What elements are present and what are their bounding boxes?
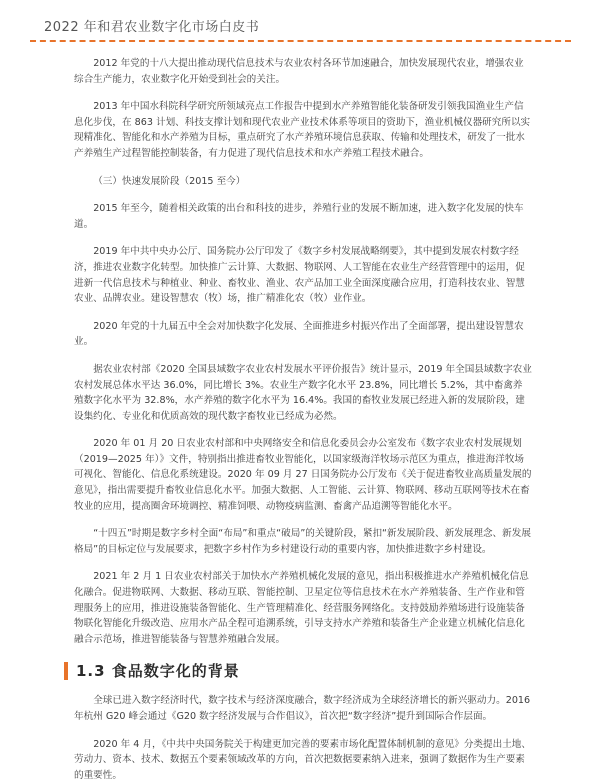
spacer (74, 162, 532, 174)
paragraph-2020-plan: 2020 年 01 月 20 日农业农村部和中央网络安全和信息化委员会办公室发布《数字农业农村发展规划（2019—2025 年）》文件，特别指出推进畜牧业智能化，以国家级海洋牧场示范区为重点，推进海洋牧场可视化、智能化、信息化系统建设。2020 年 09 月 27 日国务院办公厅发布《关于促进畜牧业高质量发展的意见》，指出需要提升畜牧业信息化水平。加强大数据、人工智能、云计算、物联网、移动互联网等技术在畜牧业的应用，提高圈舍环境调控、精准饲喂、动物疫病监测、畜禽产品追溯等智能化水平。 (74, 438, 532, 512)
spacer (74, 725, 532, 737)
paragraph-2020-plenum: 2020 年党的十九届五中全会对加快数字化发展、全面推进乡村振兴作出了全面部署，提出建设智慧农业。 (74, 320, 524, 348)
spacer (74, 189, 532, 201)
header-title: 2022 年和君农业数字化市场白皮书 (44, 20, 260, 35)
paragraph-2015: 2015 年至今，随着相关政策的出台和科技的进步，养殖行业的发展不断加速，进入数字化发展的快车道。 (74, 203, 524, 230)
header-divider (30, 40, 571, 42)
paragraph-2021: 2021 年 2 月 1 日农业农村部关于加快水产养殖机械化发展的意见，指出积极推进水产养殖机械化信息化融合。促进物联网、大数据、移动互联、智能控制、卫星定位等信息技术在水产养殖装备、生产作业和管理服务上的应用，推进设施装备智能化、生产管理精准化、经营服务网络化。支持鼓励养殖场进行设施装备物联化智能化升级改造、应用水产品全程可追溯系统，引导支持水产养殖和装备生产企业建立机械化信息化融合示范场，推进智能装备与智慧养殖融合发展。 (74, 571, 529, 645)
section-title: 1.3 食品数字化的背景 (76, 662, 240, 681)
spacer (74, 307, 532, 319)
page-header (30, 0, 571, 48)
spacer (74, 350, 532, 362)
spacer (74, 87, 532, 99)
paragraph-2020-april: 2020 年 4 月，《中共中央国务院关于构建更加完善的要素市场化配置体制机制的意见》分类提出土地、劳动力、资本、技术、数据五个要素领域改革的方向，首次把数据要素纳入进来，强调了数据作为生产要素的重要性。 (74, 738, 531, 781)
subsection-heading: （三）快速发展阶段（2015 至今） (93, 175, 246, 187)
paragraph-2020-report: 据农业农村部《2020 全国县域数字农业农村发展水平评价报告》统计显示，2019 年全国县域数字农业农村发展总体水平达 36.0%，同比增长 3%。农业生产数字化水平 23.8%，同比增长 5.2%，其中畜禽养殖数字化水平为 32.8%，水产养殖的数字化水平为 16.4%。我国的畜牧业发展已经进入新的发展阶段，建设集约化、专业化和优质高效的现代数字畜牧业已经成为必然。 (74, 363, 532, 422)
paragraph-digital-economy: 全球已进入数字经济时代，数字技术与经济深度融合，数字经济成为全球经济增长的新兴驱动力。2016 年杭州 G20 峰会通过《G20 数字经济发展与合作倡议》，首次把“数字经济”提升到国际合作层面。 (74, 695, 531, 722)
spacer (74, 514, 532, 526)
paragraph-2012: 2012 年党的十八大提出推动现代信息技术与农业农村各环节加速融合，加快发展现代农业，增强农业综合生产能力，农业数字化开始受到社会的关注。 (74, 58, 524, 85)
spacer (74, 424, 532, 436)
spacer (74, 557, 532, 569)
section-accent-bar (64, 662, 68, 680)
paragraph-14th-five-year: “十四五”时期是数字乡村全面“布局”和重点“破局”的关键阶段，紧扣“新发展阶段、新发展理念、新发展格局”的目标定位与发展要求，把数字乡村作为乡村建设行动的重要内容，加快推进数字乡村建设。 (74, 528, 531, 555)
paragraph-2013: 2013 年中国水科院科学研究所领域亮点工作报告中提到水产养殖智能化装备研发引领我国渔业生产信息化步伐，在 863 计划、科技支撑计划和现代农业产业技术体系等项目的资助下，渔业机械仪器研究所以实现精准化、智能化和水产养殖为目标，重点研究了水产养殖环境信息获取、传输和处理技术，研发了一批水产养殖生产过程智能控制装备，有力促进了现代信息技术和水产养殖工程技术融合。 (74, 101, 531, 159)
body-content (74, 56, 532, 783)
section-heading (64, 659, 532, 683)
paragraph-2019-strategy: 2019 年中共中央办公厅、国务院办公厅印发了《数字乡村发展战略纲要》，其中提到发展农村数字经济，推进农业数字化转型。加快推广云计算、大数据、物联网、人工智能在农业生产经营管理中的运用，促进新一代信息技术与种植业、种业、畜牧业、渔业、农产品加工业全面深度融合应用，打造科技农业、智慧农业、品牌农业。建设智慧农（牧）场，推广精准化农（牧）业作业。 (74, 246, 525, 305)
spacer (74, 232, 532, 244)
